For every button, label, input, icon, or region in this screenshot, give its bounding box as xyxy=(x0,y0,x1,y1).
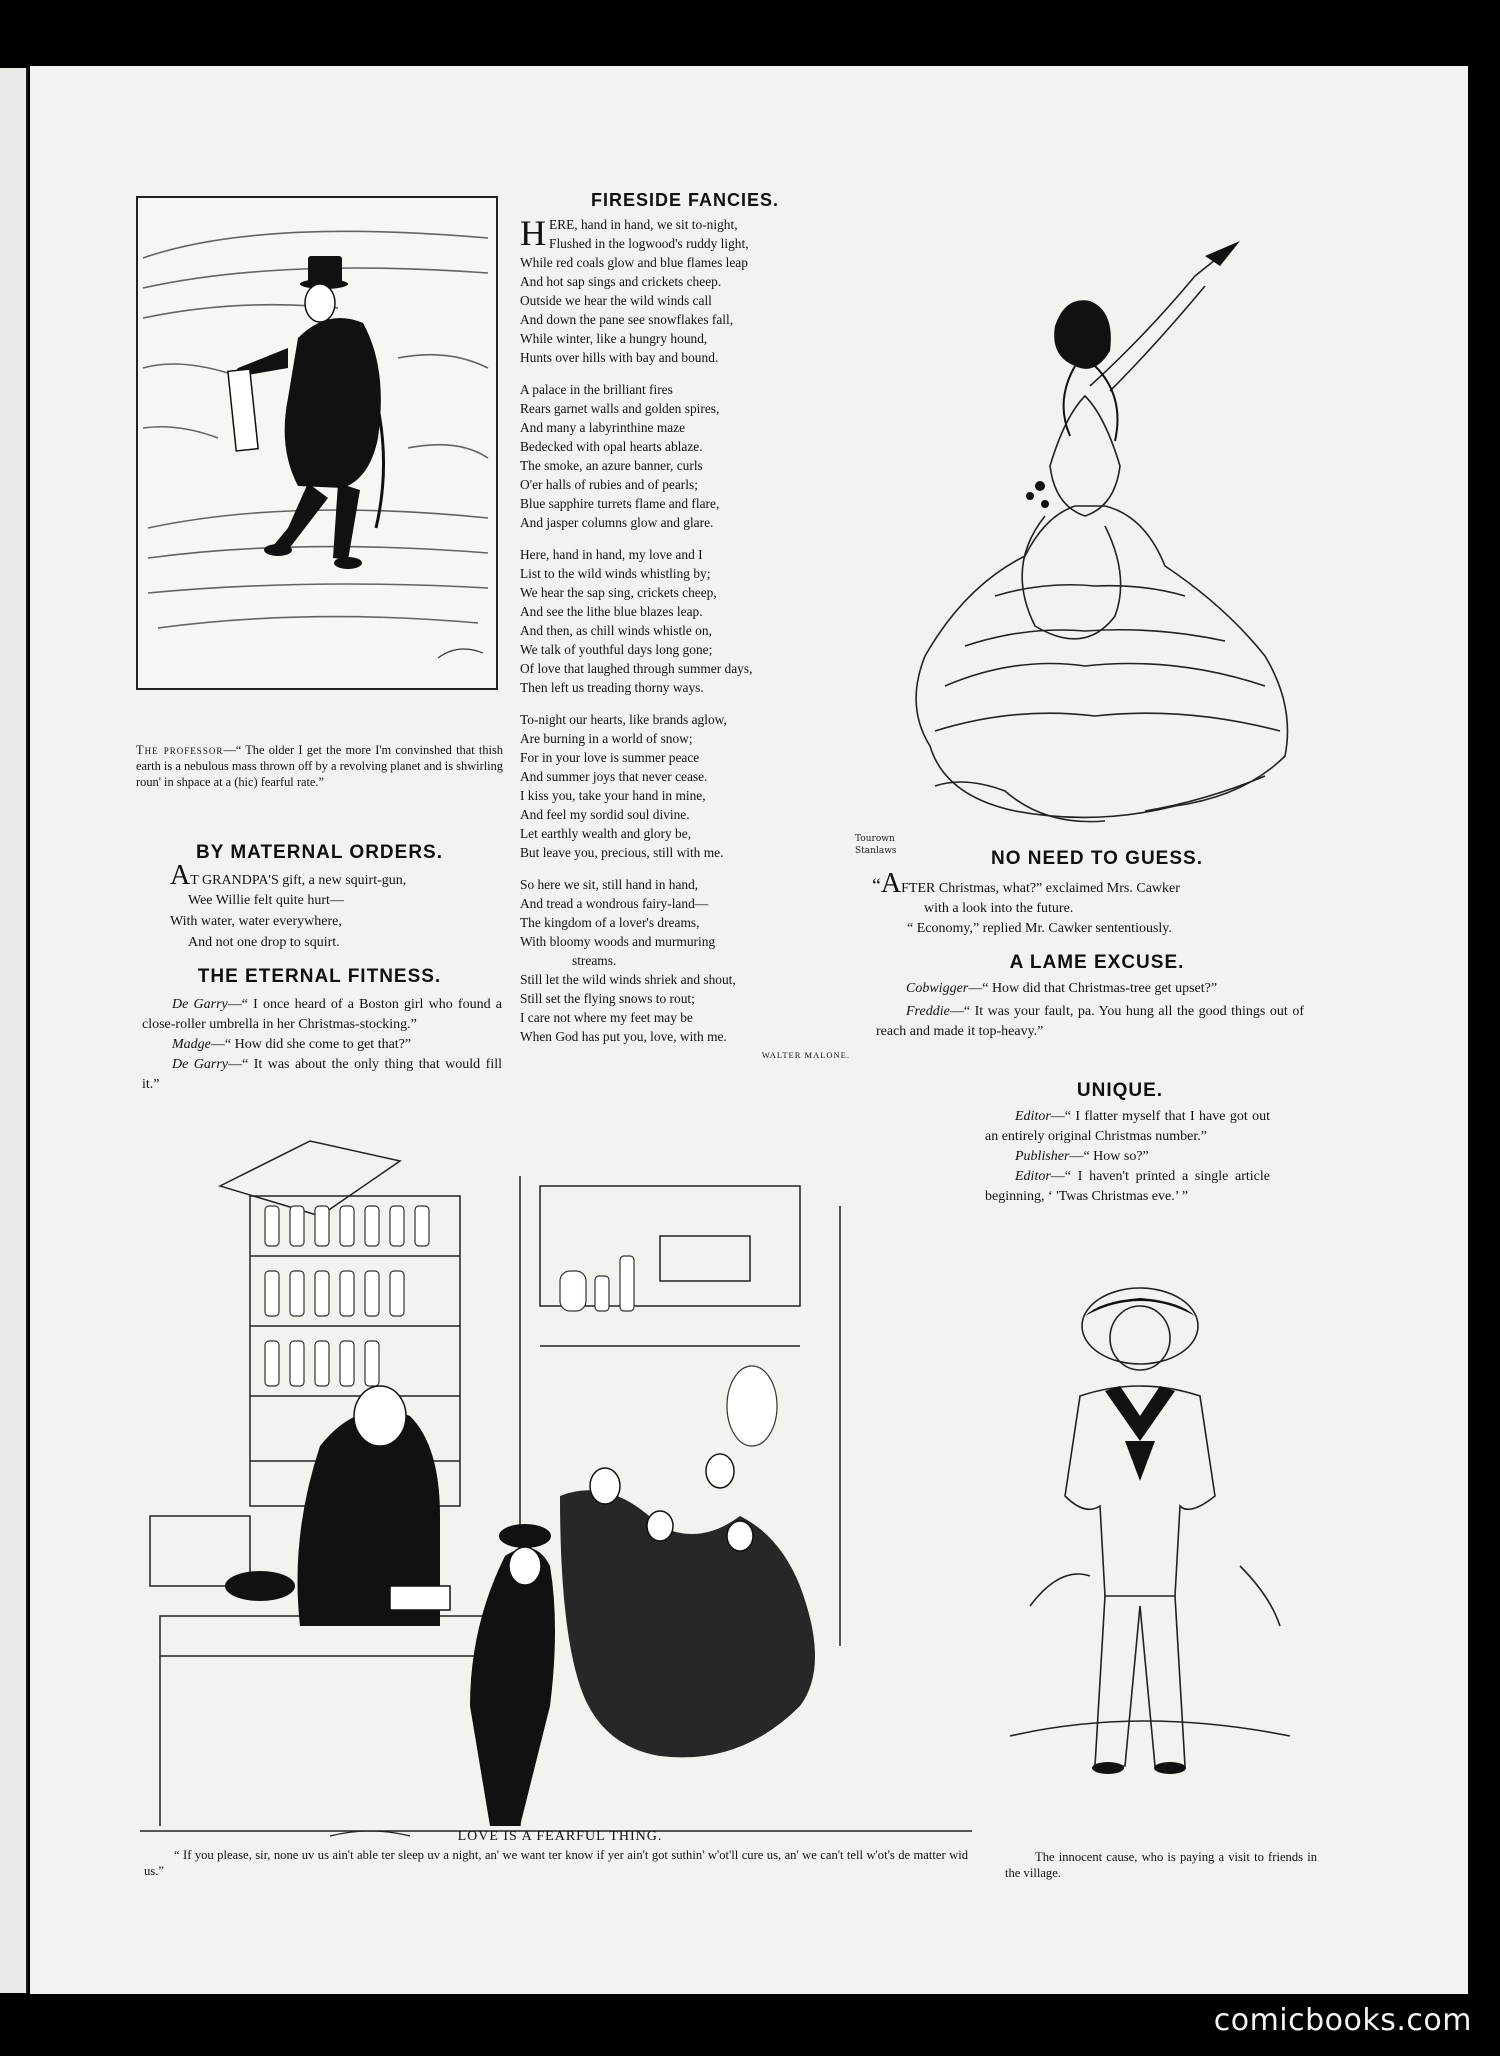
fireside-line: For in your love is summer peace xyxy=(520,750,700,765)
lame-speaker-2: Freddie xyxy=(906,1004,950,1019)
eternal-speaker-2: Madge xyxy=(172,1037,211,1052)
left-page-edge xyxy=(0,68,28,1993)
fireside-line: The kingdom of a lover's dreams, xyxy=(520,915,700,930)
noneed-line-1: FTER Christmas, what?” exclaimed Mrs. Cawker xyxy=(901,881,1180,896)
fireside-line: With bloomy woods and murmuring xyxy=(520,934,716,949)
unique-speaker-2: Publisher xyxy=(1015,1149,1070,1164)
fireside-line: And summer joys that never cease. xyxy=(520,769,708,784)
watermark: comicbooks.com xyxy=(1213,2003,1472,2038)
fireside-stanza-4 xyxy=(520,710,850,862)
eternal-title: THE ETERNAL FITNESS. xyxy=(197,966,442,987)
shop-illustration xyxy=(140,1066,972,1856)
eternal-line-2 xyxy=(142,1035,502,1055)
professor-illustration xyxy=(136,196,498,690)
unique-dialogue xyxy=(985,1107,1270,1207)
dancer-signature-1: Tourown xyxy=(855,834,895,844)
fireside-line: Flushed in the logwood's ruddy light, xyxy=(549,236,749,251)
fireside-line: Are burning in a world of snow; xyxy=(520,731,693,746)
fireside-line: And jasper columns glow and glare. xyxy=(520,515,714,530)
love-caption: “ If you please, sir, none uv us ain't able ter sleep uv a night, an' we want ter know if yer ain't got suthin' w'ot'll cure us, an' we can't tell w'ot's de matter wid us.” xyxy=(144,1848,968,1878)
fireside-dropcap: H xyxy=(520,213,546,253)
fireside-line: I care not where my feet may be xyxy=(520,1010,693,1025)
fireside-line: And hot sap sings and crickets cheep. xyxy=(520,274,722,289)
unique-speaker-1: Editor xyxy=(1015,1109,1051,1124)
professor-caption-text: —“ The older I get the more I'm convinshed that thish earth is a nebulous mass thrown off by a revolving planet and is shwirling roun' in shpace at a (hic) fearful rate.” xyxy=(136,743,503,789)
unique-text-1: —“ I flatter myself that I have got out an entirely original Christmas number.” xyxy=(985,1109,1270,1144)
fireside-line: Hunts over hills with bay and bound. xyxy=(520,350,719,365)
innocent-caption: The innocent cause, who is paying a visit to friends in the village. xyxy=(1005,1850,1317,1880)
unique-title: UNIQUE. xyxy=(1076,1080,1164,1101)
fireside-line: Outside we hear the wild winds call xyxy=(520,293,712,308)
fireside-stanza-2 xyxy=(520,380,850,532)
maternal-line-1: T GRANDPA'S gift, a new squirt-gun, xyxy=(190,873,407,888)
fireside-line: We talk of youthful days long gone; xyxy=(520,642,713,657)
eternal-text-2: —“ How did she come to get that?” xyxy=(210,1037,412,1052)
noneed-title: NO NEED TO GUESS. xyxy=(991,848,1203,869)
fireside-line: And feel my sordid soul divine. xyxy=(520,807,690,822)
unique-line-3 xyxy=(985,1167,1270,1207)
fireside-line: And tread a wondrous fairy-land— xyxy=(520,896,709,911)
magazine-page xyxy=(30,66,1468,1994)
fireside-line: Here, hand in hand, my love and I xyxy=(520,547,703,562)
fireside-line: To-night our hearts, like brands aglow, xyxy=(520,712,727,727)
lame-speaker-1: Cobwigger xyxy=(906,981,969,996)
lame-line-1 xyxy=(876,979,1304,999)
professor-caption xyxy=(136,742,503,790)
fireside-line: And down the pane see snowflakes fall, xyxy=(520,312,734,327)
fireside-line: List to the wild winds whistling by; xyxy=(520,566,711,581)
fireside-line: But leave you, precious, still with me. xyxy=(520,845,724,860)
fireside-stanza-3 xyxy=(520,545,850,697)
unique-speaker-3: Editor xyxy=(1015,1169,1051,1184)
eternal-text-1: —“ I once heard of a Boston girl who found a close-roller umbrella in her Christmas-stocking.” xyxy=(142,997,502,1032)
fireside-line: We hear the sap sing, crickets cheep, xyxy=(520,585,717,600)
fireside-line: Let earthly wealth and glory be, xyxy=(520,826,692,841)
fireside-line: The smoke, an azure banner, curls xyxy=(520,458,703,473)
lame-title: A LAME EXCUSE. xyxy=(1009,952,1185,973)
fireside-line: Blue sapphire turrets flame and flare, xyxy=(520,496,720,511)
eternal-line-1 xyxy=(142,995,502,1035)
maternal-poem xyxy=(170,860,500,953)
fireside-stanza-1 xyxy=(520,213,850,367)
fireside-line: A palace in the brilliant fires xyxy=(520,382,673,397)
maternal-dropcap: A xyxy=(170,860,191,891)
fireside-line: While red coals glow and blue flames leap xyxy=(520,255,748,270)
maternal-line-3: With water, water everywhere, xyxy=(170,914,342,929)
lame-text-1: —“ How did that Christmas-tree get upset?” xyxy=(968,981,1218,996)
fireside-line: And see the lithe blue blazes leap. xyxy=(520,604,703,619)
fireside-line: O'er halls of rubies and of pearls; xyxy=(520,477,698,492)
fireside-title: FIRESIDE FANCIES. xyxy=(590,190,780,210)
fireside-signature: WALTER MALONE. xyxy=(761,1050,850,1060)
fireside-line: Rears garnet walls and golden spires, xyxy=(520,401,720,416)
lame-line-2 xyxy=(876,1002,1304,1042)
noneed-dropcap: A xyxy=(880,868,902,899)
dancer-illustration xyxy=(845,186,1350,906)
fireside-line: While winter, like a hungry hound, xyxy=(520,331,708,346)
fireside-line: So here we sit, still hand in hand, xyxy=(520,877,699,892)
fireside-line: Of love that laughed through summer days, xyxy=(520,661,753,676)
unique-text-2: —“ How so?” xyxy=(1069,1149,1149,1164)
fireside-line: Still let the wild winds shriek and shout, xyxy=(520,972,736,987)
sailor-boy-illustration xyxy=(990,1266,1300,1786)
unique-line-1 xyxy=(985,1107,1270,1147)
maternal-title: BY MATERNAL ORDERS. xyxy=(195,842,444,863)
maternal-line-2: Wee Willie felt quite hurt— xyxy=(188,893,344,908)
fireside-line: And many a labyrinthine maze xyxy=(520,420,686,435)
fireside-line: I kiss you, take your hand in mine, xyxy=(520,788,706,803)
unique-text-3: —“ I haven't printed a single article beginning, ‘ 'Twas Christmas eve.’ ” xyxy=(985,1169,1270,1204)
love-title: LOVE IS A FEARFUL THING. xyxy=(457,1829,663,1844)
fireside-first-line: ERE, hand in hand, we sit to-night, xyxy=(549,217,738,232)
dancer-signature-2: Stanlaws xyxy=(855,846,897,856)
eternal-text-3: —“ It was about the only thing that would fill it.” xyxy=(142,1057,502,1092)
maternal-line-4: And not one drop to squirt. xyxy=(188,935,340,950)
fireside-line: streams. xyxy=(572,953,617,968)
fireside-line: When God has put you, love, with me. xyxy=(520,1029,727,1044)
eternal-speaker-3: De Garry xyxy=(172,1057,229,1072)
noneed-text xyxy=(872,868,1322,939)
lame-dialogue xyxy=(876,979,1304,1042)
fireside-line: And then, as chill winds whistle on, xyxy=(520,623,712,638)
fireside-poem xyxy=(520,213,850,1073)
lame-text-2: —“ It was your fault, pa. You hung all the good things out of reach and made it top-heavy.” xyxy=(876,1004,1304,1039)
fireside-stanza-5 xyxy=(520,875,850,1060)
professor-caption-speaker: The professor xyxy=(136,743,224,757)
noneed-open-quote: “ xyxy=(872,875,881,897)
eternal-speaker-1: De Garry xyxy=(172,997,228,1012)
fireside-line: Still set the flying snows to rout; xyxy=(520,991,695,1006)
fireside-line: Then left us treading thorny ways. xyxy=(520,680,704,695)
unique-line-2 xyxy=(985,1147,1270,1167)
fireside-line: Bedecked with opal hearts ablaze. xyxy=(520,439,703,454)
noneed-line-3: “ Economy,” replied Mr. Cawker sententiously. xyxy=(907,921,1172,936)
noneed-line-2: with a look into the future. xyxy=(924,901,1074,916)
